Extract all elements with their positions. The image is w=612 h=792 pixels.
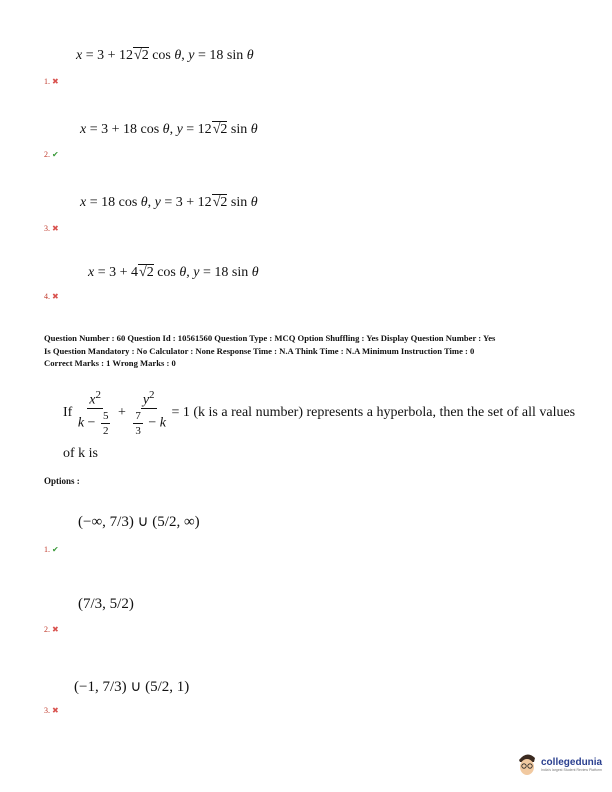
cross-icon: ✖ bbox=[52, 625, 59, 634]
meta-line: Correct Marks : 1 Wrong Marks : 0 bbox=[44, 358, 176, 368]
cross-icon: ✖ bbox=[52, 706, 59, 715]
mascot-icon bbox=[516, 752, 538, 778]
prev-option-4-label: 4. ✖ bbox=[44, 292, 59, 301]
logo-tagline: India's largest Student Review Platform bbox=[541, 768, 602, 772]
prev-option-2-formula: x = 3 + 18 cos θ, y = 12√2 sin θ bbox=[80, 122, 258, 137]
prev-option-3-formula: x = 18 cos θ, y = 3 + 12√2 sin θ bbox=[80, 195, 258, 210]
option-3-label: 3. ✖ bbox=[44, 706, 59, 715]
prev-option-1-label: 1. ✖ bbox=[44, 77, 59, 86]
check-icon: ✔ bbox=[52, 150, 59, 159]
cross-icon: ✖ bbox=[52, 77, 59, 86]
prev-option-1-formula: x = 3 + 12√2 cos θ, y = 18 sin θ bbox=[76, 48, 254, 63]
prev-option-2-label: 2. ✔ bbox=[44, 150, 59, 159]
option-1-formula: (−∞, 7/3) ∪ (5/2, ∞) bbox=[78, 514, 200, 530]
cross-icon: ✖ bbox=[52, 292, 59, 301]
meta-line: Question Number : 60 Question Id : 10561560 Question Type : MCQ Option Shuffling : Yes Display Question Number : Yes bbox=[44, 333, 496, 343]
cross-icon: ✖ bbox=[52, 224, 59, 233]
option-2-label: 2. ✖ bbox=[44, 625, 59, 634]
logo-text: collegedunia bbox=[541, 757, 603, 768]
option-2-formula: (7/3, 5/2) bbox=[78, 596, 134, 612]
options-label: Options : bbox=[44, 476, 80, 486]
option-1-label: 1. ✔ bbox=[44, 545, 59, 554]
question-text: If $x^2$ k − $\frac{5}{2}$ + $y^2$ $\frac{7}{3}$ − k = 1 (k is a real number) represents a hyperbola, then the set of all values bbox=[63, 389, 576, 437]
meta-line: Is Question Mandatory : No Calculator : None Response Time : N.A Think Time : N.A Minimum Instruction Time : 0 bbox=[44, 345, 475, 356]
question-text-line2: of k is bbox=[63, 446, 98, 461]
question-meta bbox=[44, 332, 584, 370]
option-3-formula: (−1, 7/3) ∪ (5/2, 1) bbox=[74, 679, 190, 695]
prev-option-3-label: 3. ✖ bbox=[44, 224, 59, 233]
collegedunia-logo bbox=[516, 752, 602, 778]
check-icon: ✔ bbox=[52, 545, 59, 554]
prev-option-4-formula: x = 3 + 4√2 cos θ, y = 18 sin θ bbox=[88, 265, 259, 280]
